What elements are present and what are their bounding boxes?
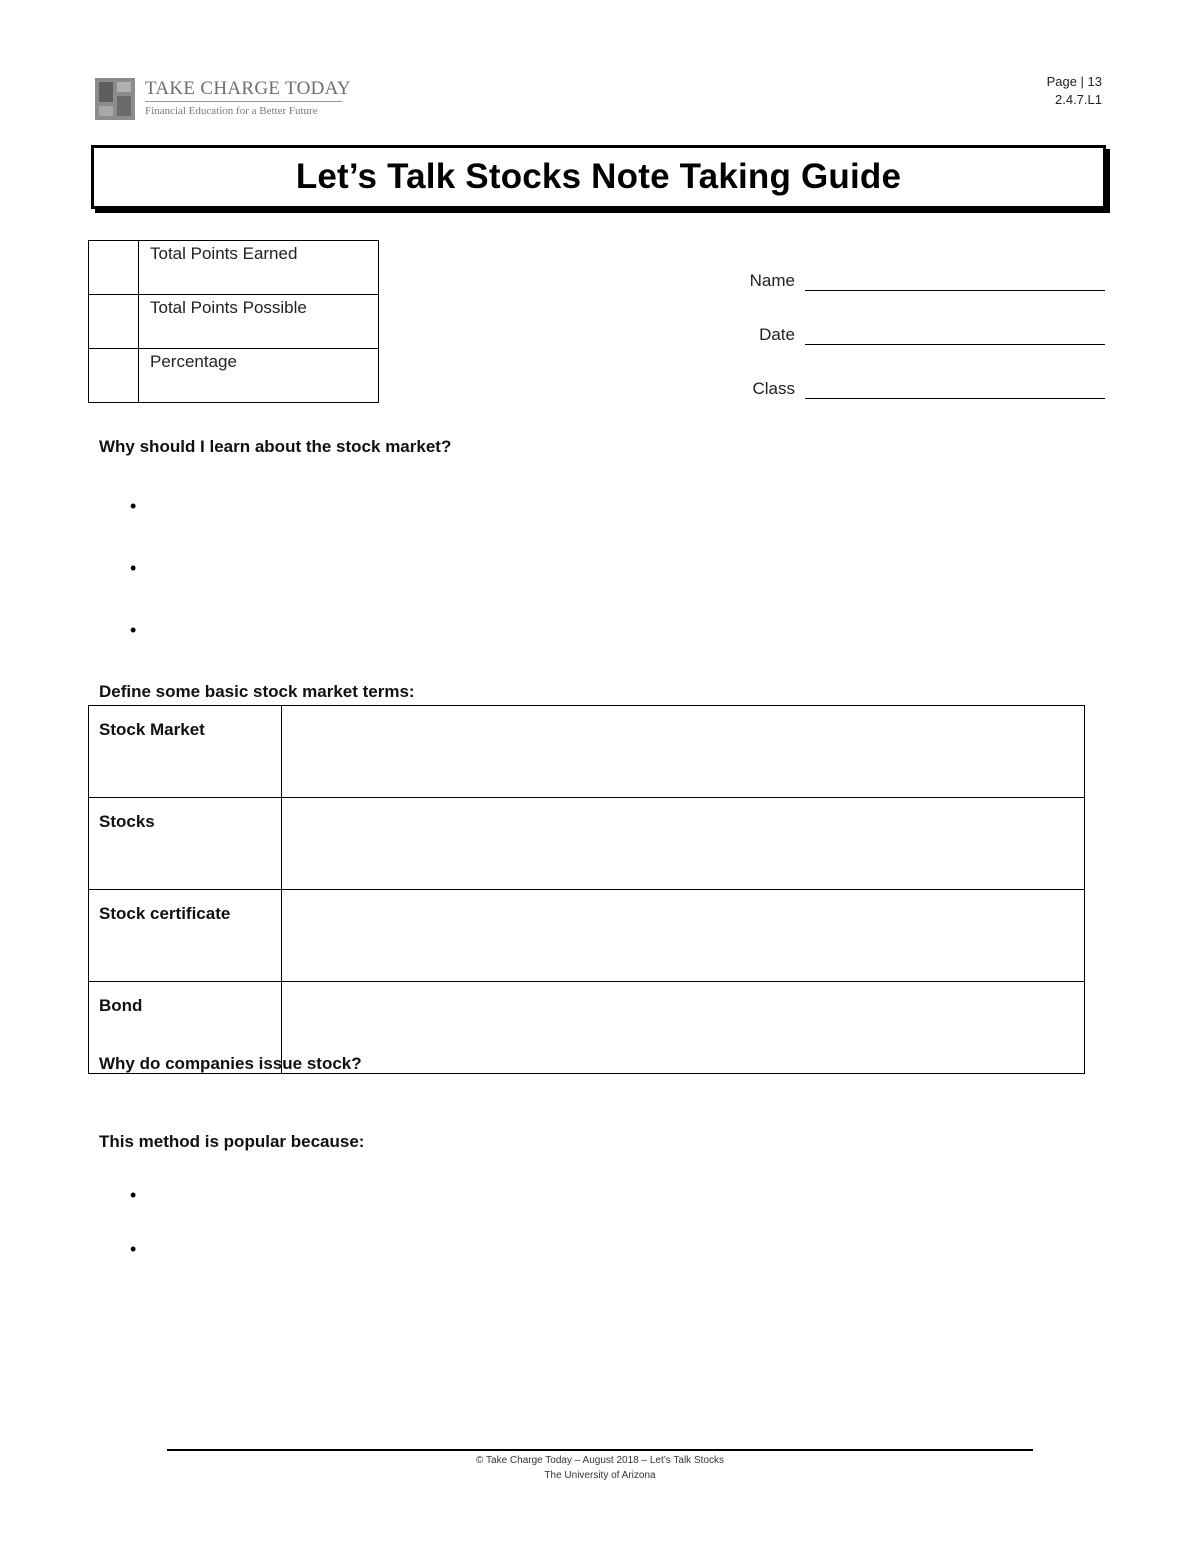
class-field [752,378,1105,399]
page-title: Let’s Talk Stocks Note Taking Guide [295,157,902,196]
lesson-code: 2.4.7.L1 [1055,92,1102,107]
term-label: Stock certificate [89,890,282,982]
question-why-issue: Why do companies issue stock? [99,1054,362,1073]
footer-divider [167,1449,1033,1451]
points-value-cell[interactable] [89,241,139,295]
points-row [89,349,379,403]
logo-tagline: Financial Education for a Better Future [145,105,318,117]
term-row [89,890,1085,982]
term-label: Stock Market [89,706,282,798]
title-box [91,145,1106,209]
class-line[interactable] [805,378,1105,399]
points-row [89,241,379,295]
points-value-cell[interactable] [89,295,139,349]
date-line[interactable] [805,324,1105,345]
bullet-point: • [130,1239,137,1259]
bullet-point: • [130,620,137,640]
term-row [89,706,1085,798]
date-field [759,324,1105,345]
term-label: Stocks [89,798,282,890]
name-line[interactable] [805,270,1105,291]
class-label: Class [752,379,795,398]
term-row [89,798,1085,890]
name-field [750,270,1105,291]
points-label: Percentage [139,349,379,403]
definition-cell[interactable] [282,706,1085,798]
page-number: Page | 13 [1046,74,1102,89]
bullet-point: • [130,1185,137,1205]
terms-table [88,705,1085,1074]
logo-name: TAKE CHARGE TODAY [145,78,351,99]
footer-copyright: © Take Charge Today – August 2018 – Let’s Talk Stocks [476,1455,724,1466]
popular-because-heading: This method is popular because: [99,1132,365,1151]
points-label: Total Points Possible [139,295,379,349]
bullet-point: • [130,558,137,578]
points-value-cell[interactable] [89,349,139,403]
term-label: Bond [89,982,282,1074]
page-meta [1047,73,1102,109]
name-label: Name [749,271,795,290]
points-label: Total Points Earned [139,241,379,295]
points-table [88,240,379,403]
bullet-point: • [130,496,137,516]
footer-university: The University of Arizona [544,1470,656,1481]
date-label: Date [759,325,795,344]
definition-cell[interactable] [282,890,1085,982]
points-row [89,295,379,349]
logo-mark-icon [95,78,135,120]
terms-heading: Define some basic stock market terms: [99,682,415,701]
definition-cell[interactable] [282,982,1085,1074]
definition-cell[interactable] [282,798,1085,890]
logo-divider [145,101,342,102]
question-why-learn: Why should I learn about the stock market? [99,437,452,456]
take-charge-today-logo [95,76,351,122]
